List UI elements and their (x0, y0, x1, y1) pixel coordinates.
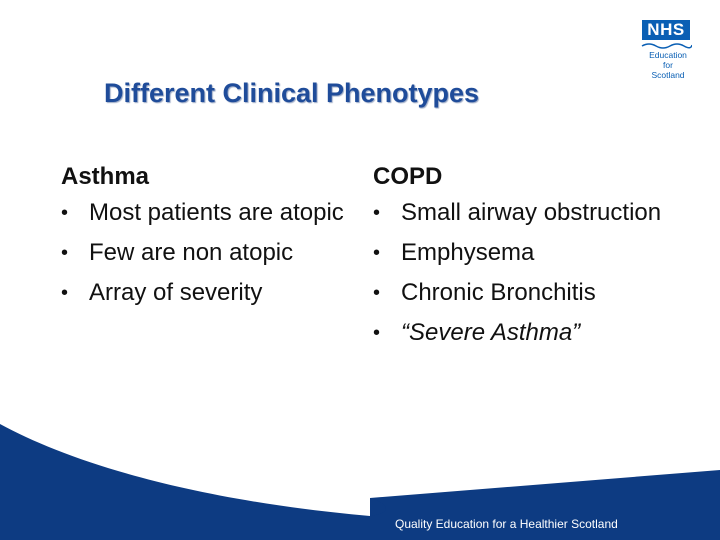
list-item (61, 236, 351, 270)
list-item (373, 236, 693, 270)
copd-column (373, 160, 693, 350)
copd-bullet-list (373, 196, 693, 350)
list-item (373, 276, 693, 310)
bullet-dot-icon: • (373, 202, 381, 224)
bullet-text: “Severe Asthma” (401, 319, 581, 346)
logo-line-3: Scotland (651, 70, 685, 80)
page-title: Different Clinical Phenotypes (104, 78, 480, 108)
logo-nhs-text: NHS (642, 20, 690, 40)
bullet-text: Small airway obstruction (401, 199, 662, 226)
bullet-text: Array of severity (89, 279, 263, 306)
list-item (61, 196, 351, 230)
bullet-text: Chronic Bronchitis (401, 279, 596, 306)
logo-line-1: Education (649, 50, 687, 60)
logo-wave-icon (640, 41, 692, 49)
footer-tagline: Quality Education for a Healthier Scotland (395, 517, 618, 531)
asthma-column (61, 160, 351, 310)
nhs-logo-icon (640, 20, 696, 82)
list-item (61, 276, 351, 310)
bullet-dot-icon: • (373, 242, 381, 264)
logo-line-2: for (663, 60, 673, 70)
asthma-heading: Asthma (61, 163, 150, 190)
copd-heading: COPD (373, 163, 443, 190)
bullet-dot-icon: • (61, 202, 69, 224)
bullet-text: Most patients are atopic (89, 199, 344, 226)
asthma-bullet-list (61, 196, 351, 310)
list-item (373, 316, 693, 350)
bullet-dot-icon: • (61, 282, 69, 304)
list-item (373, 196, 693, 230)
bullet-dot-icon: • (373, 282, 381, 304)
bullet-text: Emphysema (401, 239, 535, 266)
bullet-dot-icon: • (373, 322, 381, 344)
bullet-dot-icon: • (61, 242, 69, 264)
bullet-text: Few are non atopic (89, 239, 294, 266)
